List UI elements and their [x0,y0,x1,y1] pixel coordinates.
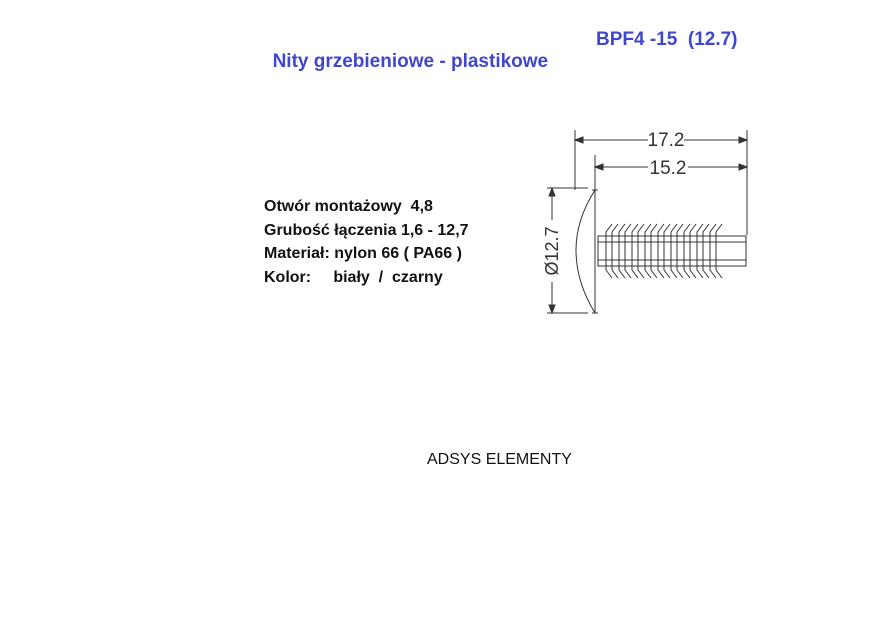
rivet-head [576,190,595,313]
arrow-left-icon [575,137,583,143]
rivet-shank [598,236,746,266]
dimension-total-label: 17.2 [647,130,685,151]
spec-list [264,195,469,289]
dimension-shank-label: 15.2 [649,158,687,179]
product-code: BPF4 -15 (12.7) [596,29,738,50]
product-name: Nity grzebieniowe - plastikowe [272,51,549,72]
company-name: ADSYS ELEMENTY [427,451,572,468]
arrow-down-icon [549,305,555,313]
spec-thickness: Grubość łączenia 1,6 - 12,7 [264,221,469,239]
rivet-technical-drawing [540,120,755,325]
arrow-left-icon [595,164,603,170]
spec-material: Materiał: nylon 66 ( PA66 ) [264,245,462,262]
spec-color: Kolor: biały / czarny [264,268,443,286]
spec-hole: Otwór montażowy 4,8 [264,198,433,215]
rivet-fins [606,224,722,278]
arrow-right-icon [739,137,747,143]
arrow-right-icon [739,164,747,170]
dimension-diameter-label: Ø12.7 [542,226,562,276]
arrow-up-icon [549,188,555,196]
page-title [262,29,738,95]
